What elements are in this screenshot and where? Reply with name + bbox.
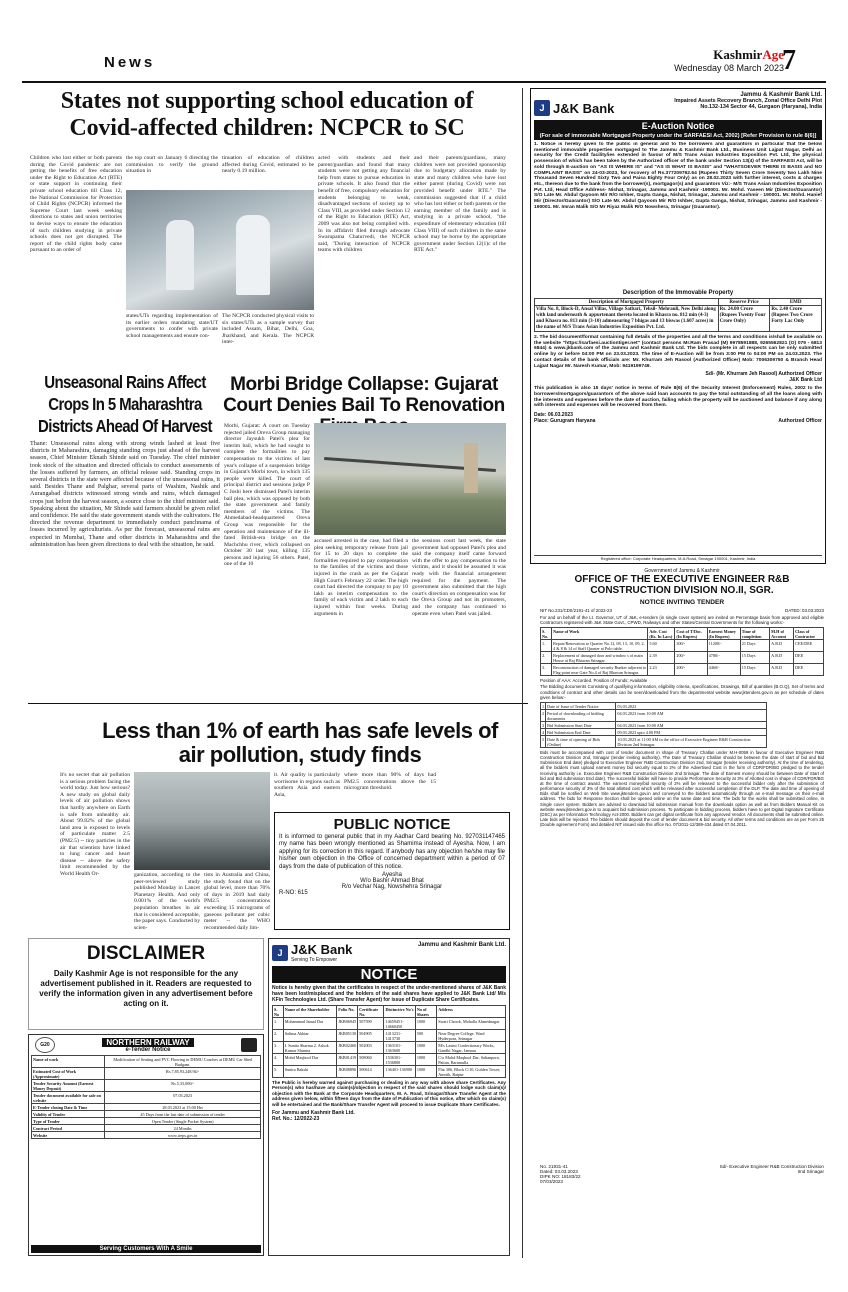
table-cell: E-Tender closing Date & Time	[32, 1104, 105, 1111]
lead-col-4: acted with students and their parent/guardian and found that many students were not getting any financial help from states to pursue education in private schools. It also found that the benefit of free, compulsory education for students belonging to weak, disadvantaged sections of society up to Class VIII, as provided under Section 12 of the Right to Education (RTE) Act, 2009 was also not being complied with. In its affidavit filed through advocate Swarupama Chaturvedi, the NCPCR said, "During interaction of NCPCR teams with children	[318, 155, 410, 254]
eauction-place: Place: Gurugram Haryana	[534, 418, 596, 425]
rnb-title: OFFICE OF THE EXECUTIVE ENGINEER R&B CONSTRUCTION DIVISION NO.II, SGR.	[574, 574, 790, 596]
table-row	[541, 640, 824, 652]
table-cell: 3.	[541, 664, 552, 676]
eauction-table-head: Description of the Immovable Property	[622, 290, 734, 296]
table-cell: 2.23	[648, 664, 675, 676]
morbi-col-1: Morbi, Gujarat: A court on Tuesday rejected jailed Oreva Group managing director Jaysukh Patel's plea for interim bail, which he had sought to complete the formalities to pay compensation to the victims of last year's collapse of a suspension bridge in Gujarat's Morbi town, in which 135 people were killed. The court of principal district and sessions judge P C Joshi here dismissed Patel's interim bail plea, which was opposed by both the state government and family members of the victims. The Ahmedabad-headquartered Oreva Group was responsible for the operation and maintenance of the ill-fated British-era bridge on the Machchhu river, which collapsed on October 30 last year, killing 135 persons and injuring 56 others. Patel, one of the 10	[224, 423, 310, 568]
railway-tender	[28, 1034, 264, 1256]
eauction-table	[534, 298, 822, 332]
table-cell: Modification of Seating and PVC Flooring in DEMU Coaches at DEMU Car Shed Budgam.	[105, 1056, 261, 1068]
jk-share-notice	[268, 938, 510, 1256]
right-column-divider	[522, 88, 523, 1258]
table-cell: Near Degree College, Ward Hyderpora, Srinagar	[437, 1030, 506, 1042]
table-row	[32, 1104, 261, 1111]
table-cell: 5.60	[648, 640, 675, 652]
table-cell: 1000	[415, 1066, 436, 1078]
table-cell: 1000	[415, 1018, 436, 1030]
jk-bank-icon: J	[534, 100, 550, 116]
public-notice-relation: W/o Bashir Ahmad Bhat	[360, 878, 424, 885]
table-cell: Mohammad Jamal Dar	[283, 1018, 337, 1030]
jk-share-office: Jammu and Kashmir Bank Ltd.	[417, 942, 506, 948]
table-cell: 200/-	[675, 664, 707, 676]
table-cell: A.R.D	[770, 640, 794, 652]
railway-emblem-icon	[241, 1038, 257, 1052]
table-cell: JKB08896	[337, 1066, 358, 1078]
table-header-cell: No of Shares	[415, 1006, 436, 1018]
table-cell: 200/-	[675, 652, 707, 664]
table-cell: Website	[32, 1132, 105, 1139]
table-cell: 1363101-1363600	[384, 1042, 415, 1054]
table-row	[541, 722, 767, 729]
table-cell: 2	[541, 710, 546, 722]
table-row	[541, 710, 767, 722]
table-cell: Sunira Bakshi	[283, 1066, 337, 1078]
table-header-cell: M.H of Account	[770, 628, 794, 640]
disclaimer-title: DISCLAIMER	[86, 943, 206, 964]
table-cell: 04.03.2023 from 10:00 AM	[616, 710, 767, 722]
table-cell: 504905	[358, 1030, 384, 1042]
disclaimer-box	[28, 938, 264, 1030]
table-cell: 1.	[273, 1018, 284, 1030]
railway-table	[31, 1055, 261, 1139]
header-rule	[22, 81, 826, 83]
table-cell: 4460/-	[707, 664, 740, 676]
disclaimer-body: Daily Kashmir Age is not responsible for the any advertisement published in it. Readers are requested to verify the information given in any advertisement before acting on it.	[39, 969, 253, 1008]
table-cell: 4	[542, 729, 545, 735]
eauction-sign: Sd/- (Mr. Khurram Jeh Rasool) Authorized Officer J&K Bank Ltd	[705, 371, 822, 384]
air-col-4b: where more than 90% of days had PM2.5 concentrations above the 15 microgram threshold.	[344, 772, 436, 792]
table-cell: JKB05130	[337, 1030, 358, 1042]
railway-subtitle: e-Tender Notice	[125, 1046, 171, 1053]
table-cell: 4780/-	[707, 652, 740, 664]
eauction-logo	[534, 100, 614, 116]
table-cell: Swati Chowk, Mohalla Ahmednagar	[437, 1018, 506, 1030]
eauction-footer: Registered office: Corporate Headquarters, M.A.Road, Srinagar 190001, Kashmir, India	[534, 555, 822, 561]
table-cell: Open Tender (Single Packet System)	[105, 1118, 261, 1125]
table-row	[32, 1056, 261, 1068]
table-cell: 1536301-1536800	[384, 1054, 415, 1066]
eauction-bank: J&K Bank	[553, 100, 615, 116]
rnb-dated-2: 07/03/2023	[540, 1179, 563, 1185]
rnb-dated: DATED: 03.03.2023	[785, 608, 824, 613]
table-cell: Date of Issue of Tender Notice	[546, 703, 616, 710]
rnb-schedule	[540, 702, 767, 748]
table-cell: 5.	[273, 1066, 284, 1078]
table-cell: CEE/DEE	[794, 640, 824, 652]
railway-header	[31, 1037, 261, 1053]
table-cell: Villa No. 8, Block-D, Ansal Villas, Village Satbari, Tehsil- Mehrauli, New Delhi along with land underneath & appurtenant thereto located in Khasra no. 812 min (4-3) and Khasra no. 813 min (3-10) admeasuring 7 bhigas and 13 biswas (1.607 acres) in the name of M/S Trans Asian Industries Exposition Pvt. Ltd.	[535, 306, 719, 332]
table-header-cell: Time of completion	[740, 628, 769, 640]
eauction-body-2: 2. The bid document/format containing full details of the properties and all the terms and conditions is/shall be available on the website "https://sarfaesi.auctiontiger.net" (contact persons Mr.Ram Prasad (M) 9978591888, 9265562821 (O) 079 - 6813 6844) & www.jkbank.com of the Jammu and Kashmir Bank Ltd. The bids complete in all respects can be only submitted online by or before 04:00 PM on 23.03.2023. The time of E-Auction will be from 3:00 PM to 04:00 PM on 24.03.2023. The contact details of the bank officials are: Mr. Khurram Jeh Rasool (Authorized Officer) Mob: 7006309750 & Branch Head Lajpat Nagar Mr. Naresh Kumar, Mob: 9419199749.	[534, 335, 822, 369]
section-label: News	[104, 54, 156, 71]
table-row	[541, 736, 767, 748]
table-row	[273, 1066, 506, 1078]
jk-share-tagline: Serving To Empower	[291, 957, 338, 963]
table-header-cell: Class of Contractor	[794, 628, 824, 640]
table-row	[541, 729, 767, 736]
table-cell: A.R.D	[770, 664, 794, 676]
table-row	[32, 1111, 261, 1118]
eauction-subtitle: (For sale of immovable Mortgaged Property under the SARFAESI Act, 2002) [Refer Provision to rule 8(6)]	[534, 132, 822, 140]
table-header-cell: Cost of T/Doc. (In Rupees)	[675, 628, 707, 640]
lead-col-1: Children who lost either or both parents during the Covid pandemic are not getting the benefits of free education under the Right to Education Act (RTE) or state support in continuing their private school education till Class 12, the National Commission for Protection of Child Rights (NCPCR) informed the Supreme Court last week seeking directions to states and union territories to devise ways to ensure the education of such children studying in private schools does not get disrupted. The report of the child rights body came pursuant to an order of	[30, 155, 122, 254]
table-cell: 1000	[415, 1042, 436, 1054]
photo-figure-2	[236, 215, 270, 295]
table-cell: Reconstruction of damaged security Bunker adjacent to Flag point near Gate No.4 of Raj Bhawan Srinagar.	[553, 664, 647, 675]
lead-col-2a: the top court on January 6 directing the commission to verify the ground situation in	[126, 155, 218, 175]
table-header-cell: Address	[437, 1006, 506, 1018]
railway-footer: Serving Customers With A Smile	[31, 1245, 261, 1253]
table-cell: 4.	[273, 1054, 284, 1066]
table-row	[273, 1018, 506, 1030]
table-cell: 2.39	[648, 652, 675, 664]
table-cell: 21 Days	[740, 640, 769, 652]
public-notice-title: PUBLIC NOTICE	[333, 816, 451, 833]
eauction-office: Impaired Assets Recovery Branch, Zonal Office Delhi Plot No.132-134 Sector 44, Gurgaon (Haryana), India	[674, 98, 822, 111]
photo-figure-1	[166, 220, 194, 290]
table-row	[541, 652, 824, 664]
table-cell: 1413231-1413730	[384, 1030, 415, 1042]
jk-share-bank: J&K Bank	[291, 942, 353, 957]
table-cell: 136401-136900	[384, 1066, 415, 1078]
issue-date: Wednesday 08 March 2023	[674, 63, 784, 73]
lead-headline: States not supporting school education of Covid-affected children: NCPCR to SC	[60, 88, 474, 141]
jk-share-title: NOTICE	[272, 966, 506, 983]
rains-body: Thane: Unseasonal rains along with strong winds lashed at least five districts in Maharashtra, damaging standing crops just ahead of the harvest season, Chief Minister Eknath Shinde said on Tuesday. The chief minister took stock of the situation and directed officials to conduct assessments of the losses suffered by farmers, an official release said. Standing crops in several districts in the state were affected because of the unseasonal rains, it said. Besides Thane and Palghar, several parts of Washim, Nashik and Aurangabad districts witnessed strong winds and rains, which damaged crops just before the harvest season, a source close to the chief minister said. Speaking about the situation, Mr Shinde said farmers should be given relief and confidence. He said the state government stands with the cultivators. He directed the revenue department to immediately conduct panchnama of losses incurred by agriculturists. As per the forecast, unseasonal rains are expected in Mumbai, Thane and other districts in Maharashtra and the administration has been given directions to deal with the situation, he said.	[30, 440, 220, 548]
table-cell: 04.03.2023 from 10:00 AM	[616, 722, 767, 729]
table-cell: Bid Submission Start Date	[546, 722, 616, 729]
table-cell: 3	[542, 722, 545, 728]
table-cell: 11200/-	[707, 640, 740, 652]
table-cell: 10.03.2023 at 11:00 AM in the office of Executive Engineer R&B Construction Division 2nd Srinagar.	[616, 736, 767, 748]
table-row	[32, 1118, 261, 1125]
table-cell: 1000	[415, 1054, 436, 1066]
table-header-cell: Reserve Price	[718, 299, 770, 306]
rnb-no: No. 21931-41	[540, 1164, 568, 1170]
table-cell: 500614	[358, 1066, 384, 1078]
table-cell: 507590	[358, 1018, 384, 1030]
table-cell: Estimated Cost of Work (Approximate)	[32, 1068, 105, 1080]
public-notice-ref: R-NO: 615	[279, 890, 308, 897]
table-cell: Rs.5,33,000/-	[105, 1080, 261, 1092]
table-cell: C/o Mohd Maqbool Dar, Saltanpora, Pattan, Baramulla	[437, 1054, 506, 1066]
table-cell: JKB01419	[337, 1054, 358, 1066]
table-header-cell: Name of the Shareholder	[283, 1006, 337, 1018]
rnb-desc: The Bidding documents Consisting of qualifying information, eligibility criteria, specifications, Drawings, Bill of quantities (B.O.Q), Set of terms and conditions of contract and other details can be seen/downloaded from the departmental website www.jktenders.gov.in as per schedule of dates given below:-	[540, 684, 824, 700]
table-cell: Type of Tender	[32, 1118, 105, 1125]
table-header-cell: Folio No.	[337, 1006, 358, 1018]
table-cell: 500	[415, 1030, 436, 1042]
table-cell: 1	[542, 703, 545, 709]
air-col-1: It's no secret that air pollution is a serious problem facing the world today. Just how serious? A new study on global daily levels of air pollution shows that hardly anywhere on Earth is safe from unhealthy air. About 99.82% of the global land area is exposed to levels of particulate matter 2.5 (PM2.5) -- tiny particles in the air that scientists have linked to lung cancer and heart disease -- above the safety limit recommended by the World Health Or-	[60, 772, 130, 877]
rnb-intro: For and on behalf of the Lt. Governor, UT of J&K, e-tenders (in single cover system) are invited on Percentage basis from approved and eligible Contractors registered with J&K State Govt., CPWD, Railways and other States/Central Governments for the following works:-	[540, 615, 824, 626]
rnb-dipk: DIPK NO: 18183/22	[540, 1174, 581, 1180]
eauction-title: E-Auction Notice	[534, 120, 822, 132]
table-cell: Rs. 24.00 Crore (Rupees Twenty Four Crore Only)	[718, 306, 770, 332]
rnb-sign: Sd/- Executive Engineer R&B Construction Division IInd Srinagar	[719, 1164, 824, 1175]
table-row	[273, 1054, 506, 1066]
rnb-table	[540, 627, 824, 676]
table-cell: Flat 306, Block C/10, Golden Tower, Amrith, Raipur	[437, 1066, 506, 1078]
table-cell: Tender Security Amount (Earnest Money Deposit)	[32, 1080, 105, 1092]
table-cell: Salima Akhtar	[283, 1030, 337, 1042]
lead-col-3b: The NCPCR conducted physical visits to six states/UTs as a sample survey that included Assam, Bihar, Delhi, Goa, Jharkhand, and Kerala. The NCPCR inter-	[222, 313, 314, 346]
jk-share-sign: For Jammu and Kashmir Bank Ltd.	[272, 1110, 355, 1117]
eauction-notice	[530, 88, 826, 564]
table-row	[32, 1092, 261, 1104]
table-header-cell: Distinctive No's	[384, 1006, 415, 1018]
rnb-position: Position of AAA: Accorded. Position of Funds: Available	[540, 678, 648, 684]
table-header-cell: Earnest Money (In Rupees)	[707, 628, 740, 640]
table-cell: Tender document available for sale on website	[32, 1092, 105, 1104]
public-notice-name: Ayesha	[382, 872, 402, 879]
table-cell: Name of work	[32, 1056, 105, 1068]
table-cell: 5	[541, 736, 546, 748]
table-cell: Repair/Renovation to Quarter No.12, 08, 13, 10, 09, 2, 4 & 8 & 14 of Staff Quarter at Polo table.	[552, 640, 648, 652]
table-cell: 45 Days from the last date of submission of tender	[105, 1111, 261, 1118]
table-cell: 28.03.2023 at 15:00 Hrs	[105, 1104, 261, 1111]
table-header-cell: EMD	[770, 299, 822, 306]
table-cell: 09.03.2023 upto 4.00 PM	[616, 729, 767, 736]
railway-title: NORTHERN RAILWAY	[102, 1038, 193, 1047]
table-cell: 2.	[273, 1030, 284, 1042]
table-cell: Date & time of opening of Bids (Online)	[546, 736, 616, 748]
masthead-brand: Kashmir	[713, 47, 763, 62]
eauction-body: 1. Notice is hereby given to the public in general and to the borrowers and guarantors in particular that the below mentioned immovable properties mortgaged to The Jammu & Kashmir Bank Ltd., Business Unit Lajpat Nagar, Delhi as security for the Credit facility/ies extended in favour of M/S Trans Asian Industries Exposition Pvt. Ltd, the physical possession of which has been taken by the Authorized officer of the bank under Section 13(4) of the SARFAESI Act, will be sold through E-auction on "AS IS WHERE IS" and "AS IS WHAT IS BASIS" and "WHATSOEVER THERE IS BASIS and NO COMPLAINT BASIS" on 24-03-2023, for recovery of Rs.377209762.64 (Rupees Thirty Seven Crore Seventy two Lakh Nine Thousand Seven Hundred Sixty Two and Paisa Eighty Four Only) as on 28.02.2023 with further interest, costs & charges etc., thereon due to the bank from the borrower(s), mortgagor(s) and guarantors Viz:- M/S Trans Asian Industries Exposition Pvt. Ltd, Head Office Address- Nishat, Srinagar, Jammu and Kashmir -190001. Mr. Mohd. Yaseen Mir (Director/Guarantor) S/O Late Mr. Abdul Qayoom Mir R/O Ishber, Gupta Ganga, Nishat, Srinagar, Jammu and Kashmir - 190001. Mr. Mohd. Hanief Mir (Director/Guarantor) S/O Late Mr. Abdul Qayoom Mir R/O Ishber, Gupta Ganga, Nishat, Srinagar, Jammu and Kashmir - 190001. Mr. Imran Malik S/O Mr Riyaz Malik R/O Nowshera, Srinagar (Guarantor).	[534, 142, 822, 210]
table-cell: 15 Days	[740, 664, 769, 676]
jk-share-ref: Ref. No.: 12/2022-23	[272, 1116, 320, 1123]
rains-headline: Unseasonal Rains Affect Crops In 5 Maharashtra Districts Ahead Of Harvest	[38, 373, 212, 437]
jk-share-footer: The Public is hereby warned against purchasing or dealing in any way with above share Certificates. Any Person(s) who has/have any claim(s)/objection in respect of the said shares should lodge such claim(s)/ objection with the Bank at the Corporate Headquarters, M. A. Road, Srinagar/Share Transfer Agent at the address given below, within fifteen days from the date of Publication of this notice, after which no claim(s) will be entertained and the Bank/Share Transfer Agent will proceed to issue Duplicate Share Certificates.	[272, 1080, 506, 1107]
table-cell: 300/-	[675, 640, 707, 652]
rnb-govt: Government of Jammu & Kashmir	[644, 568, 720, 574]
photo-bridge-tower	[464, 443, 478, 493]
railway-logo-icon: G20	[35, 1037, 55, 1053]
morbi-col-3: the sessions court last week, the state government had opposed Patel's plea and said the company itself came forward with the offer to pay compensation to the victims, and it should be assumed it was ready with the financial arrangement required for the payment. The government also submitted that the high court's direction on compensation was for the Oreva Group and not its promoters, and the company has continued to operate even when Patel was jailed.	[412, 538, 506, 617]
air-headline: Less than 1% of earth has safe levels of air pollution, study finds	[102, 718, 498, 767]
rnb-terms: Bids must be accompanied with cost of tender document in shape of Treasury Challan under M.H-0059 in favour of Executive Engineer R&B Construction Division 2nd, Srinagar (tender inviting authority). The Date of Treasury Challan should be between the date of start of bid and Bid Submission End date) pledged to Executive Engineer R&B Construction Division 2nd, Srinagar (tender receiving authority). At the time of tendering, all the bidders must upload earnest money bid security equal to 2% of the Advertised Cost in the form of CDR/FDR/BG pledged to the tender receiving authority i.e. Executive Engineer R&B Construction Division 2nd Srinagar. The date of Earnest money should be between Date of Start of bid and Bid submission End date). The successful bidder will have to provide Performance Security at 3% of Allotted cost in shape of CDR/FDR/BG at the time of contract award. The earnest money/bid security of 2% will be released to the successful bidder only after the submission of performance security of 3% of the total allotted cost which will be released after successful completion of the DLP. The date and time of opening of Bids shall be notified on Web Site www.jktenders.gov.in and conveyed to the bidders automatically through an e-mail message on their e-mail address. The bids for Response Section shall be opened online on the same date and time. The bids for the works shall be submitted online, in Single cover system. Bidders are advised to download bid submission manual from the downloads option as well as from Bidders Manual Kit on website www.jktenders.gov.in to acquaint bid submission process. To participate in bidding process, bidders have to get Digital Signature Certificate (DSC) as per Information Technology Act-2000. Bidders can get digital certificate from any approved Vendor. All documents shall be submitted online. Late bids will be rejected. The bidders should deposit the cost of tender document & bid security. All other terms and conditions are as per Form 25 (Double agreement Form) and detailed NIT issued vide this office No. 07/2011-12/389-434 dated 07.04.2011.	[540, 750, 824, 828]
air-col-3: tists in Australia and China, the study found that on the global level, more than 70% of days in 2019 had daily PM2.5 concentrations exceeding 15 micrograms of gaseous pollutant per cubic meter -- the WHO recommended daily lim-	[204, 872, 270, 931]
jk-share-body: Notice is hereby given that the certificates in respect of the under-mentioned shares of J&K Bank have been lost/misplaced and the holders of the said shares have applied to J&K Bank Ltd/ M/s KFin Technologies Ltd. (Share Transfer Agent) for issue of Duplicate Share Certificates.	[272, 985, 506, 1003]
rnb-date: Dated: 03.03.2023	[540, 1169, 578, 1175]
public-notice-body: It is informed to general public that in my Aadhar Card bearing No. 927031147465 my name has been wrongly mentioned as Shamima instead of Ayesha. Now, I am applying for its correction in this regard. If anybody has any objection he/she may file his/her own objection in the Office of concerned department within a period of 07 days from the date of publication of this notice.	[279, 834, 505, 870]
table-cell: DEE	[794, 652, 824, 664]
table-header-cell: S. No.	[541, 628, 552, 640]
air-photo	[134, 772, 270, 870]
jk-logo	[272, 942, 352, 963]
table-cell: 502003	[358, 1042, 384, 1054]
table-cell: Rs.7,85,93,248.94/-	[105, 1068, 261, 1080]
table-cell: Rs. 2.40 Crore (Rupees Two Crore Forty Lac Only	[770, 306, 822, 332]
table-cell: A.R.D	[770, 652, 794, 664]
eauction-auth: Authorized Officer	[778, 418, 822, 425]
table-header-cell: Description of Mortgaged Property	[535, 299, 719, 306]
rnb-subtitle: NOTICE INVITING TENDER	[639, 599, 725, 606]
table-cell: JKB02460	[337, 1042, 358, 1054]
table-row	[273, 1030, 506, 1042]
table-row	[541, 703, 767, 710]
table-cell: Replacement of damaged door and window s of main House at Raj Bhawan Srinagar.	[552, 652, 648, 664]
jk-bank-icon: J	[272, 945, 288, 961]
table-cell: 508060	[358, 1054, 384, 1066]
table-header-cell: S. No	[273, 1006, 284, 1018]
table-row	[273, 1042, 506, 1054]
table-row	[32, 1068, 261, 1080]
table-cell: www.ireps.gov.in	[105, 1132, 261, 1139]
table-row	[541, 664, 824, 676]
air-col-2: ganization, according to the peer-reviewed study published Monday in Lancet Planetary Health. And only 0.001% of the world's population breathes in air that is considered acceptable, the paper says. Conducted by scien-	[134, 872, 200, 931]
table-cell: JKB06945	[337, 1018, 358, 1030]
page-number: 7	[782, 45, 796, 76]
lead-col-5: and their parents/guardians, many children were not provided sponsorship due to budgetary allocation made by state and many children who have lost either parent (during Covid) were not provided benefit under RTE." The commission suggested that if a child who has lost either or both parents or the earning member of the family and is studying in a private school, "the expenditure of elementary education (till Class VIII) of such children in the same school may be borne by the appropriate government under Section 12(1)c of the RTE Act."	[414, 155, 506, 254]
table-header-cell: Certificate No.	[358, 1006, 384, 1018]
table-cell: I. Sunita Sharma 2. Ashok Kumar Sharma	[283, 1042, 337, 1054]
public-notice-address: R/o Vechar Nag, Nowshehra Srinagar	[341, 884, 443, 891]
rnb-nit: NIT No.231/CDII/2191-41 of 2022-23	[540, 608, 612, 613]
table-header-cell: Adv. Cost (Rs. In Lacs)	[648, 628, 675, 640]
air-col-4a: it. Air quality is particularly worrisome in regions such as southern Asia and eastern Asia,	[274, 772, 340, 798]
table-cell: 07.03.2023	[105, 1092, 261, 1104]
table-cell: DEE	[794, 664, 824, 676]
public-notice	[274, 812, 510, 930]
eauction-office-name: Jammu & Kashmir Bank Ltd.	[740, 92, 822, 98]
table-cell: Validity of Tender	[32, 1111, 105, 1118]
table-cell: 24 Months	[105, 1125, 261, 1132]
jk-share-table	[272, 1005, 506, 1078]
table-cell: Bid Submission End Date	[546, 729, 616, 736]
eauction-date: Date: 06.03.2023	[534, 412, 573, 419]
lead-photo	[126, 190, 314, 310]
table-row	[32, 1080, 261, 1092]
table-cell: 3.	[273, 1042, 284, 1054]
morbi-photo	[314, 423, 506, 535]
eauction-body-3: This publication is also 15 days' notice in terms of Rule 8(6) of the Security Interest (Enforcement) Rules, 2002 to the borrowers/mortgagors/guarantors of the above said loan accounts to pay the total outstanding of all the loans along with the interests and expenses before the date of auction, failing which the property will be auctioned and balance if any along with interests and expenses will be recovered from them.	[534, 386, 822, 409]
masthead	[713, 47, 784, 63]
lead-col-2b: states/UTs regarding implementation of its earlier orders mandating state/UT governments to confer with private school managements and ensure con-	[126, 313, 218, 339]
table-cell: Period of downloading of bidding documents	[546, 710, 616, 722]
table-row	[32, 1125, 261, 1132]
rnb-tender	[538, 568, 826, 1284]
table-cell: 15 Days	[740, 652, 769, 664]
section-divider	[28, 703, 528, 704]
table-cell: 03.03.2023	[616, 703, 767, 710]
table-cell: M/s Laxmi Confectionary Works, Gandhi Nagar, Jammu	[437, 1042, 506, 1054]
table-cell: Mohd Maqbool Dar	[283, 1054, 337, 1066]
table-cell: 1.	[541, 640, 552, 652]
morbi-col-2: accused arrested in the case, had filed a plea seeking temporary release from jail for 15 to 20 days to complete the formalities required to pay compensation to the families of the victims and those injured in the crash as per the Gujarat High Court's February 22 order. The high court had directed the company to pay 10 lakh as interim compensation to the family of each victim and 2 lakh to each injured within four weeks. During arguments in	[314, 538, 408, 617]
table-cell: 2.	[541, 652, 552, 664]
table-cell: Contract Period	[32, 1125, 105, 1132]
table-header-cell: Name of Work	[552, 628, 648, 640]
morbi-headline: Morbi Bridge Collapse: Gujarat Court Denies Bail To Renovation	[223, 374, 505, 416]
table-cell: 14659451-14660450	[384, 1018, 415, 1030]
masthead-age: Age	[762, 47, 784, 62]
lead-col-3a: tinuation of education of children affected during Covid, estimated to be nearly 0.19 million.	[222, 155, 314, 175]
table-row	[32, 1132, 261, 1139]
